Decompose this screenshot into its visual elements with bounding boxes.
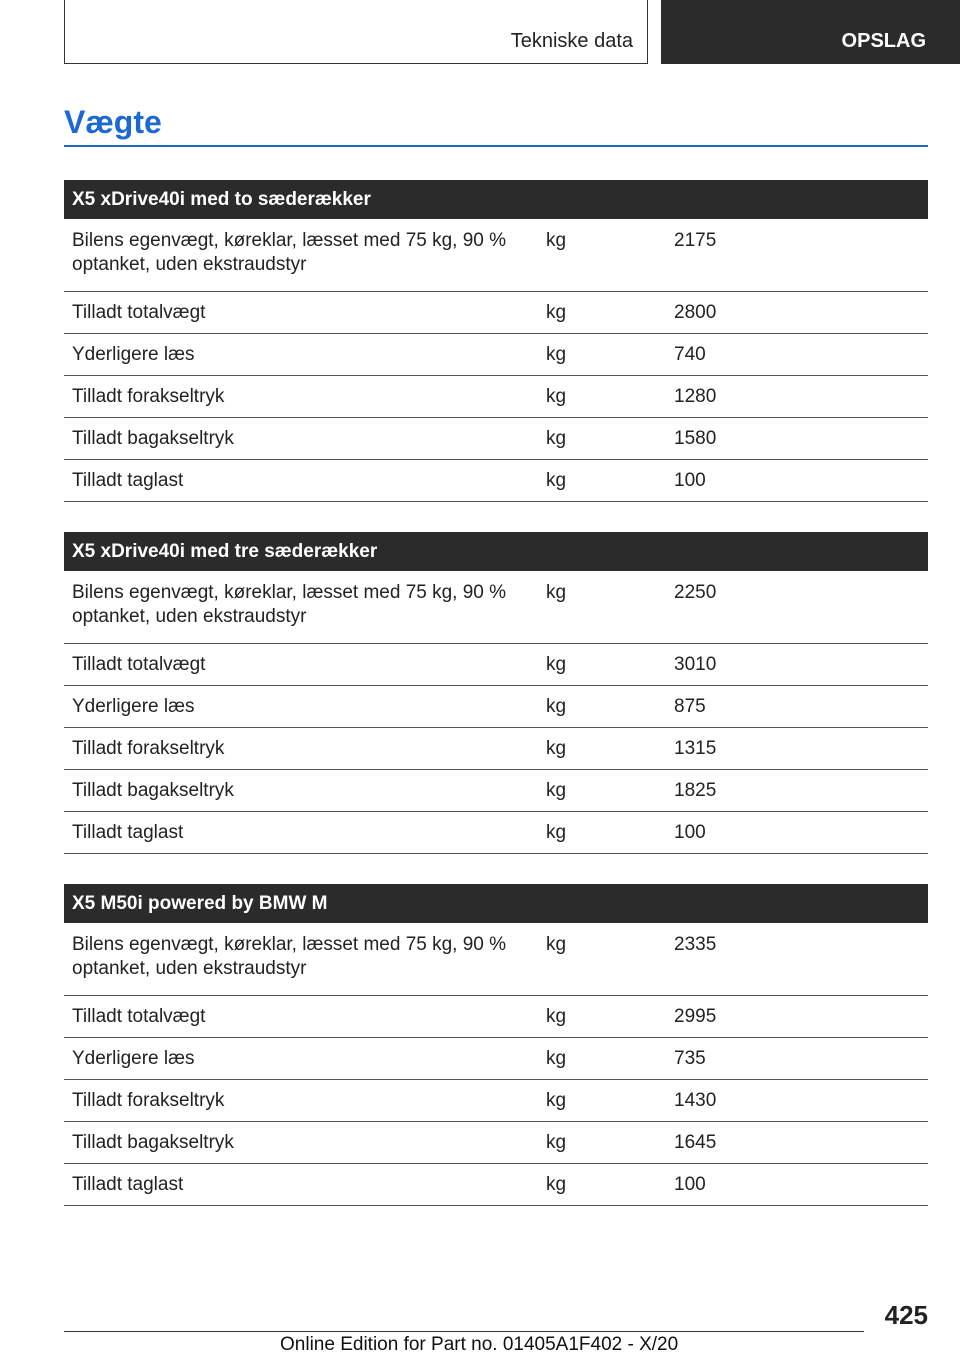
spec-tables	[64, 180, 928, 1236]
chapter-tab[interactable]	[661, 0, 960, 64]
row-unit: kg	[538, 812, 666, 854]
table-row	[64, 923, 928, 996]
table-row	[64, 418, 928, 460]
table-title: X5 M50i powered by BMW M	[64, 884, 928, 923]
row-unit: kg	[538, 686, 666, 728]
row-value: 100	[666, 812, 928, 854]
table-row	[64, 292, 928, 334]
spec-table	[64, 180, 928, 502]
table-row	[64, 812, 928, 854]
row-value: 2335	[666, 923, 928, 996]
row-label: Yderligere læs	[64, 334, 538, 376]
table-row	[64, 1080, 928, 1122]
row-unit: kg	[538, 334, 666, 376]
chapter-tab-label: OPSLAG	[841, 30, 926, 52]
table-row	[64, 376, 928, 418]
row-value: 735	[666, 1038, 928, 1080]
row-label: Tilladt taglast	[64, 1164, 538, 1206]
row-label: Tilladt forakseltryk	[64, 1080, 538, 1122]
row-value: 100	[666, 460, 928, 502]
row-value: 2995	[666, 996, 928, 1038]
title-divider	[64, 145, 928, 147]
table-row	[64, 460, 928, 502]
row-label: Tilladt forakseltryk	[64, 376, 538, 418]
row-unit: kg	[538, 923, 666, 996]
row-label: Tilladt bagakseltryk	[64, 1122, 538, 1164]
spec-table	[64, 532, 928, 854]
row-value: 1825	[666, 770, 928, 812]
row-label: Tilladt totalvægt	[64, 292, 538, 334]
row-unit: kg	[538, 418, 666, 460]
table-row	[64, 1038, 928, 1080]
section-tab[interactable]	[64, 0, 648, 64]
table-row	[64, 219, 928, 292]
table-row	[64, 1164, 928, 1206]
row-label: Tilladt forakseltryk	[64, 728, 538, 770]
table-row	[64, 686, 928, 728]
row-value: 2800	[666, 292, 928, 334]
row-unit: kg	[538, 219, 666, 292]
row-label: Bilens egenvægt, køreklar, læsset med 75 kg, 90 % optanket, uden ekstraudstyr	[64, 219, 538, 292]
row-unit: kg	[538, 1122, 666, 1164]
row-value: 875	[666, 686, 928, 728]
row-label: Tilladt taglast	[64, 460, 538, 502]
table-row	[64, 571, 928, 644]
edition-note: Online Edition for Part no. 01405A1F402 - X/20	[280, 1334, 679, 1355]
row-label: Tilladt bagakseltryk	[64, 418, 538, 460]
row-label: Tilladt taglast	[64, 812, 538, 854]
row-value: 2250	[666, 571, 928, 644]
row-unit: kg	[538, 571, 666, 644]
row-unit: kg	[538, 292, 666, 334]
row-value: 1580	[666, 418, 928, 460]
row-value: 740	[666, 334, 928, 376]
row-value: 3010	[666, 644, 928, 686]
row-label: Tilladt bagakseltryk	[64, 770, 538, 812]
page-title: Vægte	[64, 104, 162, 140]
table-row	[64, 728, 928, 770]
row-unit: kg	[538, 1164, 666, 1206]
table-row	[64, 334, 928, 376]
row-unit: kg	[538, 460, 666, 502]
table-row	[64, 770, 928, 812]
footer-divider	[64, 1331, 864, 1332]
row-label: Bilens egenvægt, køreklar, læsset med 75 kg, 90 % optanket, uden ekstraudstyr	[64, 923, 538, 996]
table-row	[64, 644, 928, 686]
row-value: 100	[666, 1164, 928, 1206]
section-tab-label: Tekniske data	[510, 30, 633, 52]
table-row	[64, 1122, 928, 1164]
table-title: X5 xDrive40i med to sæderækker	[64, 180, 928, 219]
table-row	[64, 996, 928, 1038]
row-value: 2175	[666, 219, 928, 292]
row-label: Tilladt totalvægt	[64, 996, 538, 1038]
row-label: Yderligere læs	[64, 1038, 538, 1080]
table-title: X5 xDrive40i med tre sæderækker	[64, 532, 928, 571]
row-unit: kg	[538, 376, 666, 418]
row-label: Tilladt totalvægt	[64, 644, 538, 686]
row-unit: kg	[538, 1080, 666, 1122]
row-value: 1430	[666, 1080, 928, 1122]
spec-table	[64, 884, 928, 1206]
page-number: 425	[884, 1300, 928, 1330]
row-unit: kg	[538, 728, 666, 770]
page-header	[0, 0, 960, 66]
row-label: Bilens egenvægt, køreklar, læsset med 75 kg, 90 % optanket, uden ekstraudstyr	[64, 571, 538, 644]
row-unit: kg	[538, 996, 666, 1038]
row-unit: kg	[538, 644, 666, 686]
row-label: Yderligere læs	[64, 686, 538, 728]
row-value: 1315	[666, 728, 928, 770]
row-value: 1280	[666, 376, 928, 418]
row-unit: kg	[538, 770, 666, 812]
row-unit: kg	[538, 1038, 666, 1080]
row-value: 1645	[666, 1122, 928, 1164]
